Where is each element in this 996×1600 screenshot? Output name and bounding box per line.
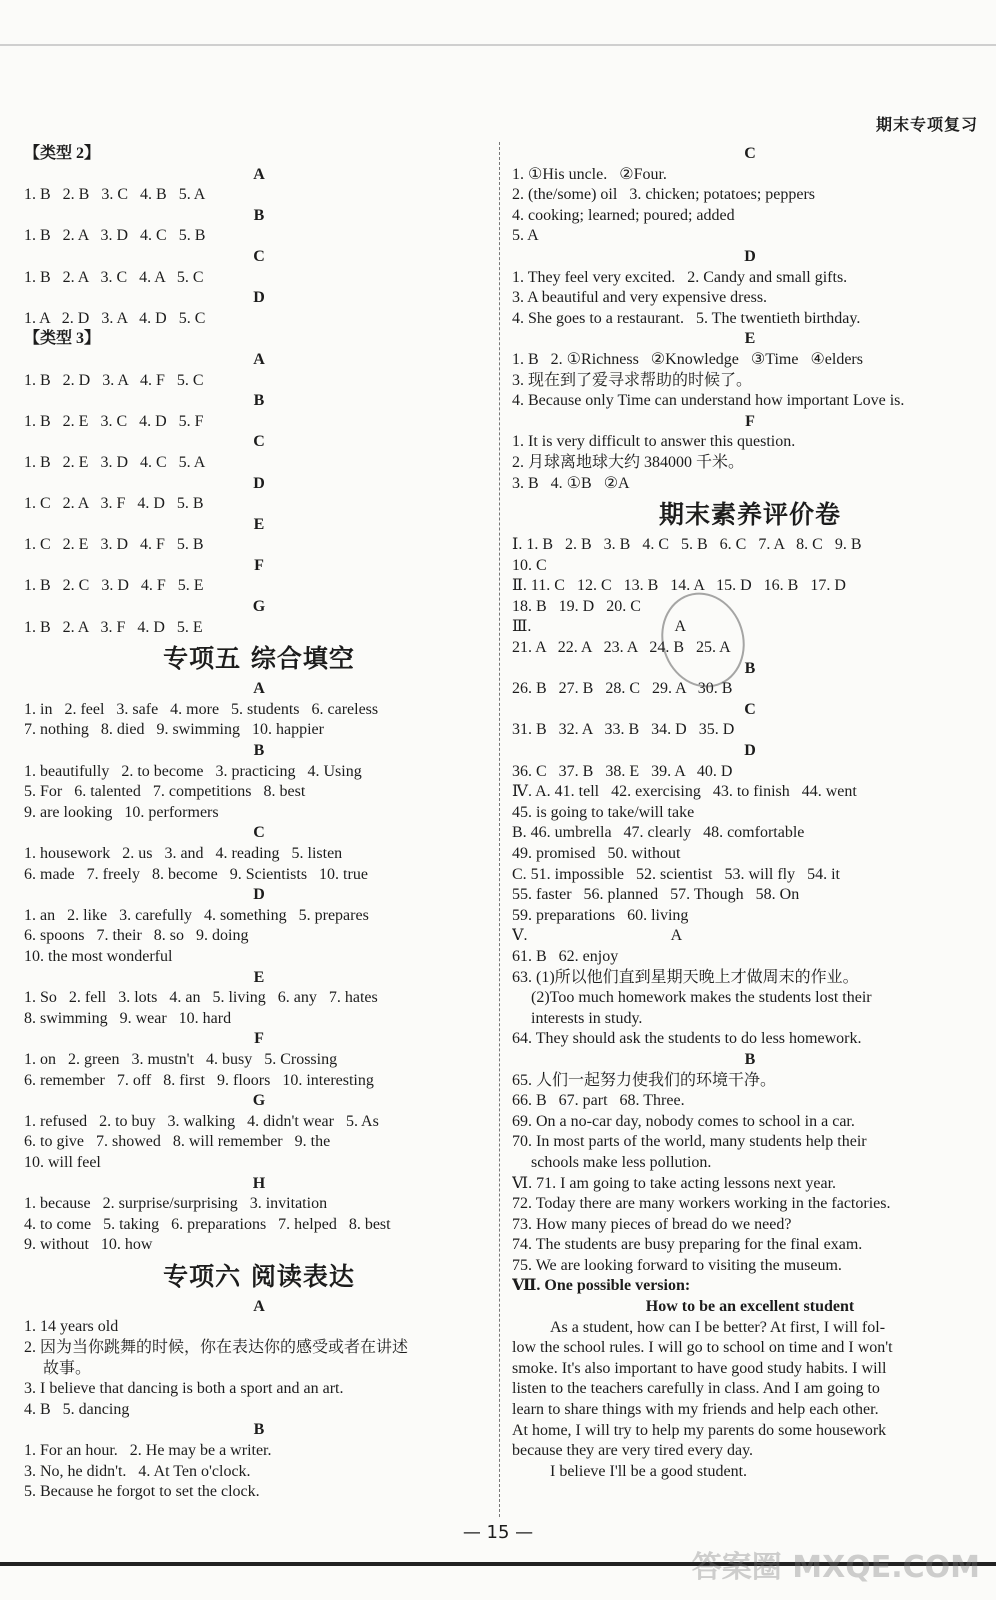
answer-line: 7. nothing 8. died 9. swimming 10. happier	[24, 721, 324, 739]
section-label: D	[253, 886, 265, 904]
answer-line: 1. So 2. fell 3. lots 4. an 5. living 6. any 7. hates	[24, 989, 378, 1007]
answer-line: 4. She goes to a restaurant. 5. The twentieth birthday.	[512, 309, 861, 327]
answer-line: listen to the teachers carefully in class. And I am going to	[512, 1380, 880, 1398]
watermark-logo: 答案圈 MXQE.COM	[691, 1550, 980, 1585]
section-label: F	[254, 1030, 264, 1048]
page-header-title: 期末专项复习	[875, 115, 978, 134]
section-label: E	[744, 330, 756, 348]
answer-line: because they are very tired every day.	[512, 1442, 754, 1460]
answer-line: 3. B 4. ①B ②A	[512, 474, 630, 492]
answer-line: 72. Today there are many workers working in the factories.	[512, 1195, 891, 1213]
answer-line: 10. C	[512, 556, 547, 574]
answer-line: 10. the most wonderful	[24, 947, 173, 965]
answer-line: 1. They feel very excited. 2. Candy and small gifts.	[512, 268, 848, 286]
section-label: F	[254, 556, 264, 574]
answer-line: Ⅱ. 11. C 12. C 13. B 14. A 15. D 16. B 17. D	[512, 577, 846, 595]
left-column	[24, 144, 494, 1503]
section-label: G	[252, 598, 266, 616]
answer-line: 1. housework 2. us 3. and 4. reading 5. listen	[24, 845, 343, 862]
answer-line: 9. without 10. how	[24, 1236, 153, 1254]
answer-line: 69. On a no-car day, nobody comes to school in a car.	[512, 1112, 855, 1130]
answer-line: 1. 14 years old	[24, 1318, 119, 1336]
answer-line: 1. B 2. D 3. A 4. F 5. C	[24, 371, 204, 389]
section-label: C	[253, 824, 265, 842]
answer-line: 1. B 2. E 3. D 4. C 5. A	[24, 453, 206, 471]
answer-line: 6. remember 7. off 8. first 9. floors 10. interesting	[24, 1071, 374, 1089]
answer-line: 1. B 2. A 3. D 4. C 5. B	[24, 227, 206, 245]
answer-line: Ⅳ. A. 41. tell 42. exercising 43. to finish 44. went	[512, 783, 857, 801]
section-label: G	[252, 1092, 266, 1110]
section-label: B	[253, 206, 265, 224]
answer-line: 1. C 2. E 3. D 4. F 5. B	[24, 536, 204, 554]
answer-line: 3. 现在到了爱寻求帮助的时候了。	[512, 371, 753, 389]
answer-line: 1. It is very difficult to answer this question.	[512, 433, 796, 451]
paragraph-line: I believe I'll be a good student.	[550, 1462, 748, 1480]
paragraph-line: As a student, how can I be better? At first, I will fol-	[550, 1318, 886, 1336]
answer-line: 8. swimming 9. wear 10. hard	[24, 1009, 232, 1027]
answer-line: 63. (1)所以他们直到星期天晚上才做周末的作业。	[512, 968, 859, 986]
answer-line: 74. The students are busy preparing for the final exam.	[512, 1236, 863, 1254]
answer-line: Ⅲ. A	[512, 618, 687, 636]
section-label: B	[253, 1421, 265, 1439]
right-column	[512, 144, 988, 1482]
section-label: C	[253, 247, 265, 265]
answer-line: 2. (the/some) oil 3. chicken; potatoes; peppers	[512, 186, 816, 204]
answer-line: 1. refused 2. to buy 3. walking 4. didn't wear 5. As	[24, 1112, 379, 1130]
section-label: C	[744, 145, 756, 162]
answer-line: 31. B 32. A 33. B 34. D 35. D	[512, 721, 735, 739]
page-number: — 15 —	[462, 1522, 534, 1543]
answer-line: At home, I will try to help my parents do some housework	[512, 1421, 887, 1439]
answer-line: Ⅵ. 71. I am going to take acting lessons next year.	[512, 1174, 837, 1192]
answer-line: 1. B 2. A 3. F 4. D 5. E	[24, 618, 203, 636]
answer-line: 1. For an hour. 2. He may be a writer.	[24, 1442, 272, 1460]
answer-line: 2. 因为当你跳舞的时候，你在表达你的感受或者在讲述	[24, 1339, 409, 1357]
answer-line: 64. They should ask the students to do less homework.	[512, 1030, 862, 1048]
answer-line-continued: (2)Too much homework makes the students lost their	[531, 989, 872, 1007]
type-heading: Ⅶ. One possible version:	[512, 1277, 691, 1295]
answer-line: 26. B 27. B 28. C 29. A 30. B	[512, 680, 733, 698]
section-label: B	[744, 1050, 756, 1068]
answer-line: smoke. It's also important to have good study habits. I will	[512, 1359, 887, 1377]
answer-line: 4. B 5. dancing	[24, 1400, 130, 1418]
answer-line: 1. in 2. feel 3. safe 4. more 5. students 6. careless	[24, 700, 379, 718]
answer-line: 1. C 2. A 3. F 4. D 5. B	[24, 495, 204, 513]
answer-line: 9. are looking 10. performers	[24, 803, 219, 821]
section-label: B	[253, 742, 265, 760]
answer-line-continued: schools make less pollution.	[531, 1153, 712, 1171]
answer-line: 21. A 22. A 23. A 24. B 25. A	[512, 639, 731, 657]
section-label: E	[253, 968, 265, 986]
answer-line: 1. B 2. B 3. C 4. B 5. A	[24, 186, 206, 204]
answer-line: 1. A 2. D 3. A 4. D 5. C	[24, 309, 206, 327]
answer-line: 1. beautifully 2. to become 3. practicing 4. Using	[24, 762, 362, 780]
section-label: C	[253, 433, 265, 451]
answer-line: 1. B 2. C 3. D 4. F 5. E	[24, 577, 204, 595]
answer-line-continued: interests in study.	[531, 1009, 643, 1027]
top-rule	[0, 44, 996, 46]
answer-line: 5. Because he forgot to set the clock.	[24, 1483, 260, 1501]
answer-line: 1. B 2. A 3. C 4. A 5. C	[24, 268, 204, 286]
answer-line: 1. B 2. ①Richness ②Knowledge ③Time ④elders	[512, 350, 863, 368]
answer-line: 10. will feel	[24, 1153, 101, 1171]
answer-line: 2. 月球离地球大约 384000 千米。	[512, 453, 745, 471]
answer-line: 6. made 7. freely 8. become 9. Scientists 10. true	[24, 865, 368, 883]
section-title: 专项六 阅读表达	[163, 1261, 355, 1291]
section-label: H	[252, 1174, 266, 1192]
section-label: A	[253, 165, 265, 183]
answer-line: 75. We are looking forward to visiting the museum.	[512, 1256, 842, 1274]
section-label: A	[253, 1297, 265, 1315]
column-divider	[499, 142, 500, 1517]
section-label: A	[253, 680, 265, 698]
answer-line: 1. B 2. E 3. C 4. D 5. F	[24, 412, 204, 430]
section-label: How to be an excellent student	[645, 1298, 855, 1316]
answer-line: 45. is going to take/will take	[512, 803, 695, 821]
answer-line: 1. on 2. green 3. mustn't 4. busy 5. Crossing	[24, 1050, 338, 1068]
section-label: D	[744, 247, 756, 265]
answer-line: C. 51. impossible 52. scientist 53. will fly 54. it	[512, 865, 840, 883]
answer-line: Ⅰ. 1. B 2. B 3. B 4. C 5. B 6. C 7. A 8. C 9. B	[512, 536, 862, 554]
answer-line: 59. preparations 60. living	[512, 906, 689, 924]
answer-line: 70. In most parts of the world, many students help their	[512, 1133, 867, 1151]
answer-line: 49. promised 50. without	[512, 845, 681, 862]
answer-line: 1. because 2. surprise/surprising 3. invitation	[24, 1195, 328, 1213]
answer-line: 1. an 2. like 3. carefully 4. something 5. prepares	[24, 906, 369, 924]
answer-line: learn to share things with my friends and help each other.	[512, 1401, 879, 1419]
section-label: C	[744, 700, 756, 718]
answer-line: 6. spoons 7. their 8. so 9. doing	[24, 927, 249, 945]
answer-line: 66. B 67. part 68. Three.	[512, 1092, 685, 1110]
type-heading: 【类型 3】	[24, 330, 101, 348]
answer-line: 4. Because only Time can understand how important Love is.	[512, 392, 905, 410]
answer-line: B. 46. umbrella 47. clearly 48. comfortable	[512, 824, 805, 842]
answer-line: 6. to give 7. showed 8. will remember 9. the	[24, 1133, 331, 1151]
answer-line: 3. No, he didn't. 4. At Ten o'clock.	[24, 1462, 251, 1480]
answer-line: 55. faster 56. planned 57. Though 58. On	[512, 886, 800, 904]
answer-line: 3. I believe that dancing is both a sport and an art.	[24, 1380, 344, 1398]
section-title: 专项五 综合填空	[163, 644, 355, 674]
section-label: E	[253, 515, 265, 533]
answer-line: 3. A beautiful and very expensive dress.	[512, 289, 768, 307]
section-label: D	[253, 474, 265, 492]
answer-line: 5. A	[512, 227, 539, 245]
section-label: B	[253, 392, 265, 410]
answer-line: 36. C 37. B 38. E 39. A 40. D	[512, 762, 733, 780]
answer-line: 1. ①His uncle. ②Four.	[512, 165, 667, 183]
answer-line: 18. B 19. D 20. C	[512, 597, 641, 615]
answer-line: 65. 人们一起努力使我们的环境干净。	[512, 1071, 777, 1089]
answer-line: 73. How many pieces of bread do we need?	[512, 1215, 792, 1233]
answer-line: 4. to come 5. taking 6. preparations 7. helped 8. best	[24, 1215, 391, 1233]
answer-line: Ⅴ. A	[512, 927, 683, 945]
section-label: D	[253, 289, 265, 307]
answer-line: low the school rules. I will go to school on time and I won't	[512, 1339, 893, 1357]
section-title: 期末素养评价卷	[658, 500, 841, 530]
section-label: A	[253, 350, 265, 368]
section-label: D	[744, 742, 756, 760]
answer-line: 5. For 6. talented 7. competitions 8. best	[24, 783, 306, 801]
type-heading: 【类型 2】	[24, 145, 101, 162]
answer-line: 61. B 62. enjoy	[512, 947, 619, 965]
answer-line: 4. cooking; learned; poured; added	[512, 206, 735, 224]
section-label: F	[745, 412, 755, 430]
section-label: B	[744, 659, 756, 677]
answer-line-continued: 故事。	[43, 1359, 92, 1377]
